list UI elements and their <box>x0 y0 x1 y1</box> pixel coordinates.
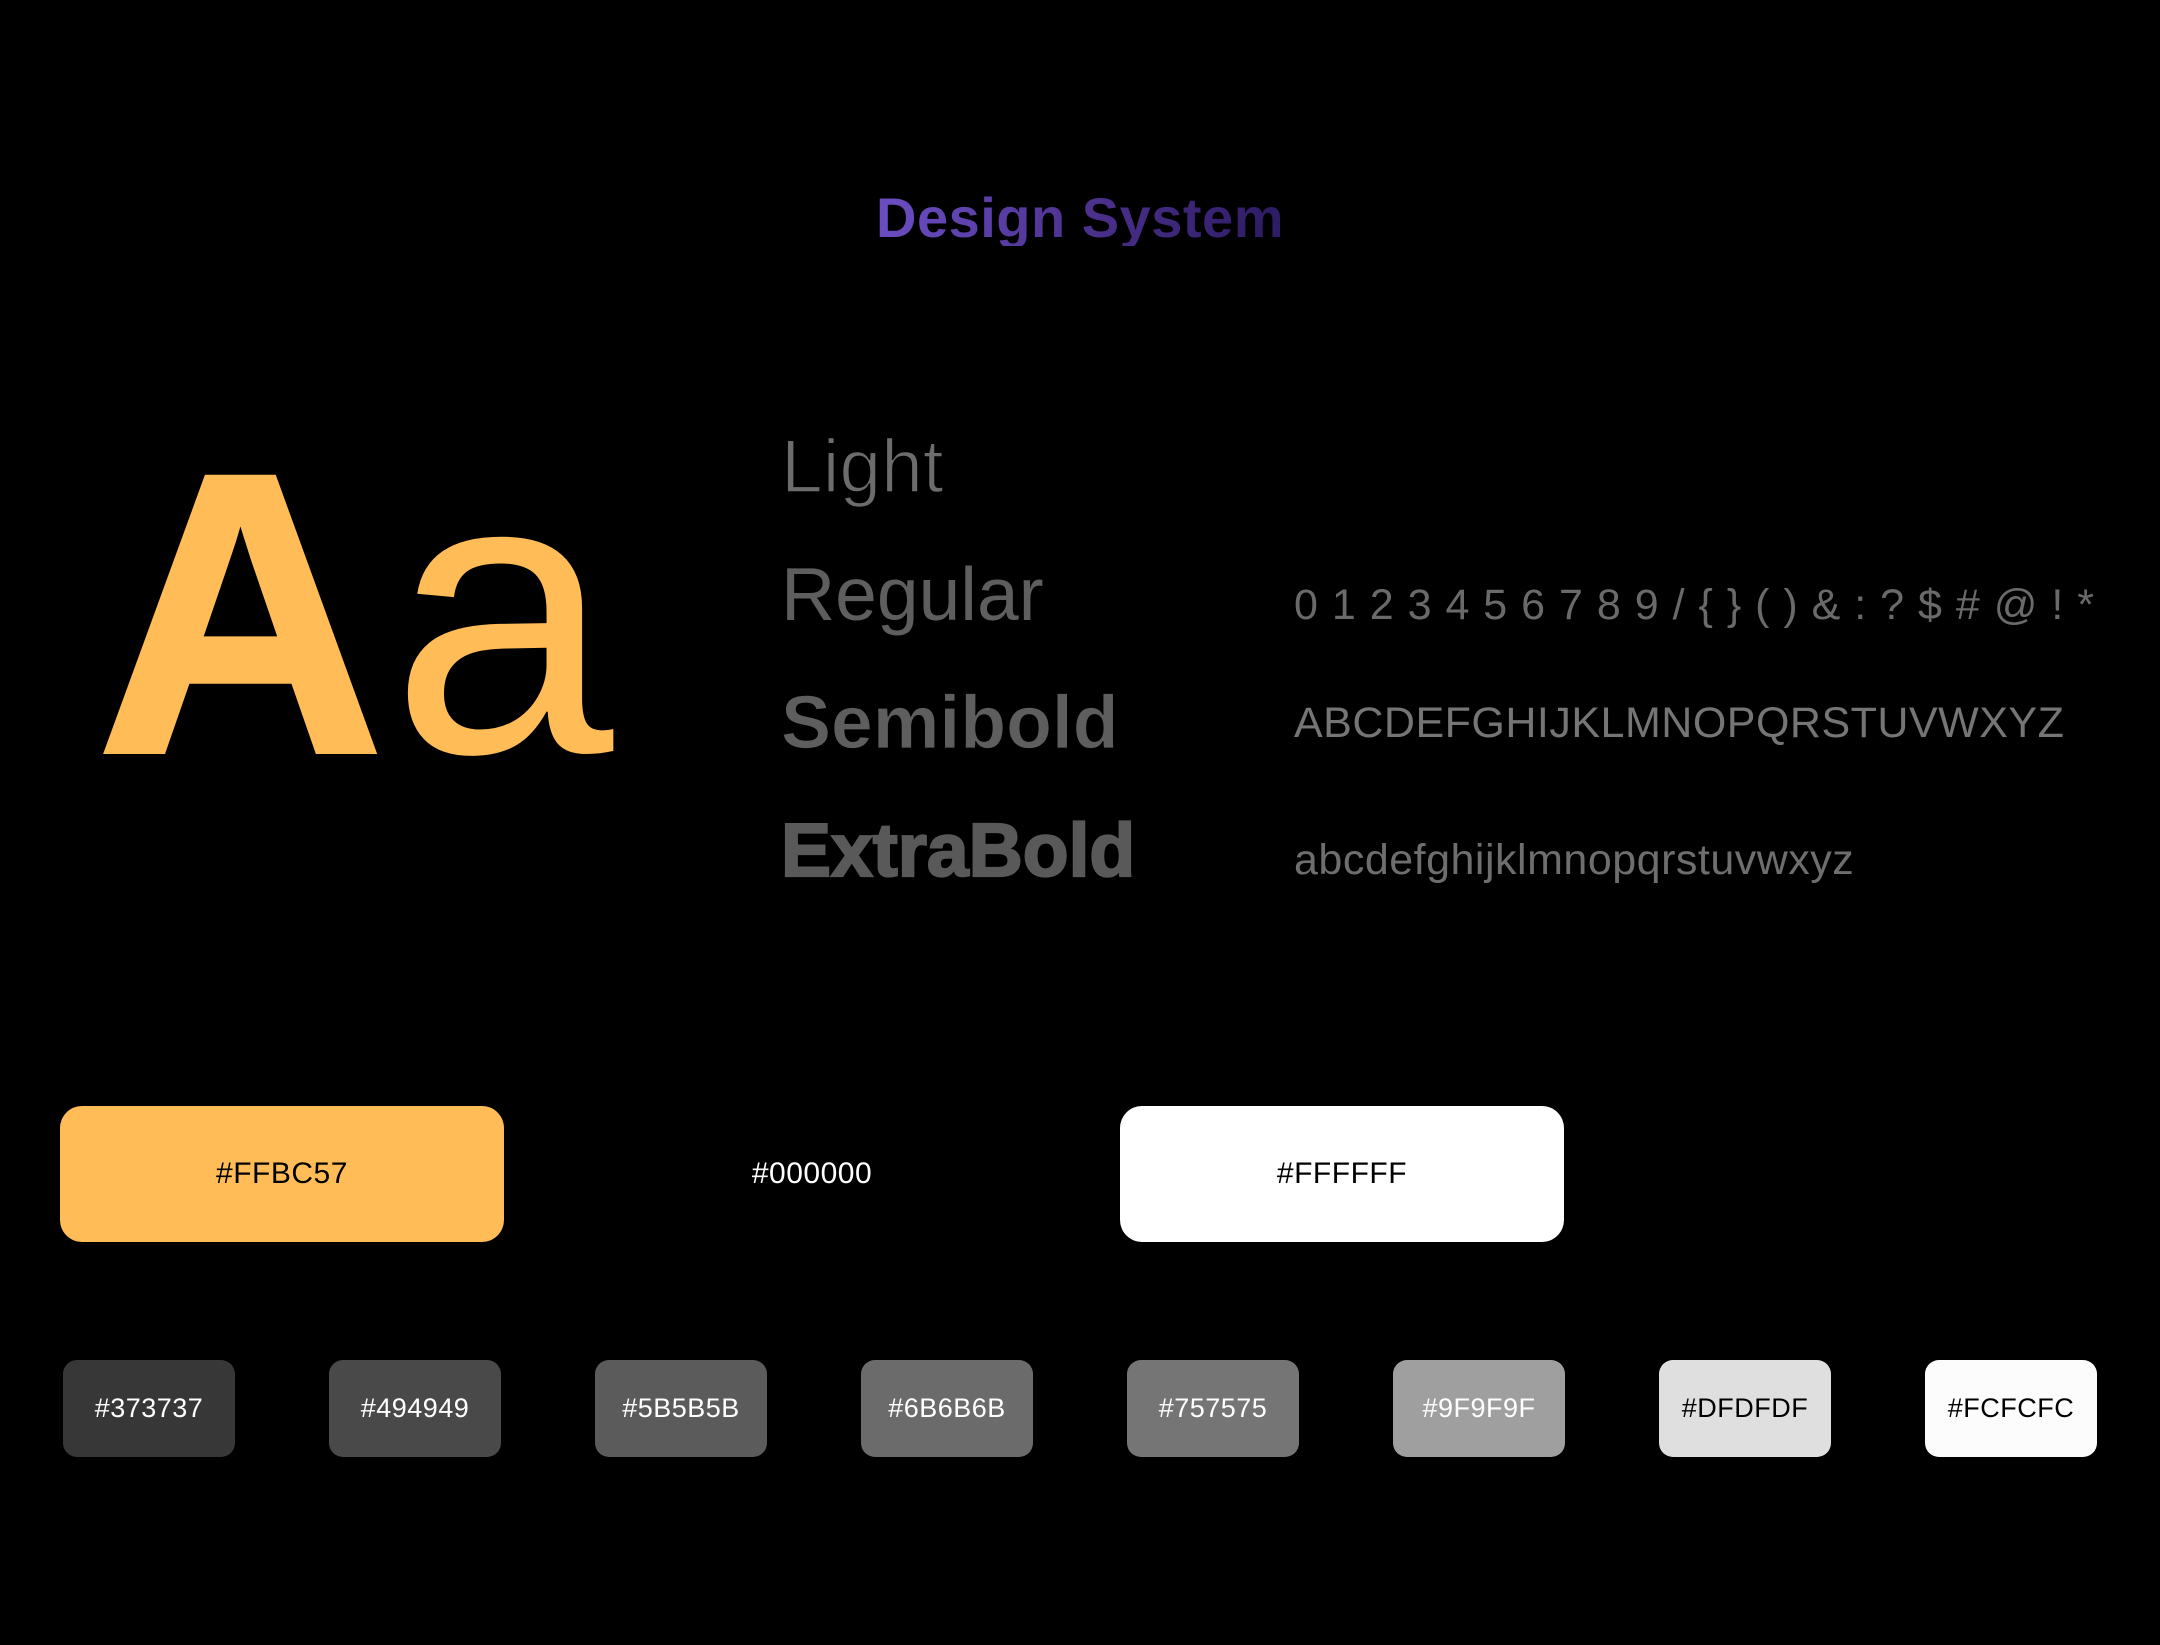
color-swatch-label: #6B6B6B <box>888 1393 1006 1423</box>
specimen-lowercase-a: a <box>390 390 614 837</box>
color-swatch <box>1393 1360 1565 1457</box>
color-swatch <box>590 1106 1034 1242</box>
color-swatch-label: #FFFFFF <box>1276 1157 1408 1190</box>
grayscale-color-row <box>63 1360 2097 1457</box>
color-swatch <box>1925 1360 2097 1457</box>
font-weight-label: Regular <box>781 552 1044 636</box>
color-swatch <box>1659 1360 1831 1457</box>
color-swatch <box>63 1360 235 1457</box>
color-swatch-label: #494949 <box>360 1393 470 1423</box>
color-swatch-label: #FFBC57 <box>216 1157 348 1190</box>
specimen-capital-a: A <box>96 390 385 837</box>
color-swatch-label: #757575 <box>1158 1393 1268 1423</box>
font-weight-label: ExtraBold <box>781 808 1136 892</box>
glyph-row-uppercase: ABCDEFGHIJKLMNOPQRSTUVWXYZ <box>1294 699 2065 747</box>
color-swatch-label: #000000 <box>751 1157 873 1190</box>
color-swatch-label: #DFDFDF <box>1681 1393 1809 1423</box>
page-title: Design System <box>876 186 1284 249</box>
color-swatch <box>1120 1106 1564 1242</box>
font-weight-list <box>781 424 1136 892</box>
font-weight-label: Semibold <box>781 680 1119 764</box>
glyph-row-lowercase: abcdefghijklmnopqrstuvwxyz <box>1294 836 1855 884</box>
color-swatch-label: #FCFCFC <box>1947 1393 2075 1423</box>
color-swatch <box>1127 1360 1299 1457</box>
color-swatch-label: #5B5B5B <box>622 1393 740 1423</box>
primary-color-row <box>60 1106 1564 1242</box>
color-swatch <box>861 1360 1033 1457</box>
color-swatch-label: #373737 <box>94 1393 204 1423</box>
color-swatch <box>60 1106 504 1242</box>
font-specimen <box>96 390 614 837</box>
font-weight-label: Light <box>781 424 944 508</box>
color-swatch <box>329 1360 501 1457</box>
color-swatch-label: #9F9F9F <box>1422 1393 1536 1423</box>
glyph-row-numerals-symbols: 0 1 2 3 4 5 6 7 8 9 / { } ( ) & : ? $ # @ ! * <box>1294 581 2095 629</box>
color-swatch <box>595 1360 767 1457</box>
